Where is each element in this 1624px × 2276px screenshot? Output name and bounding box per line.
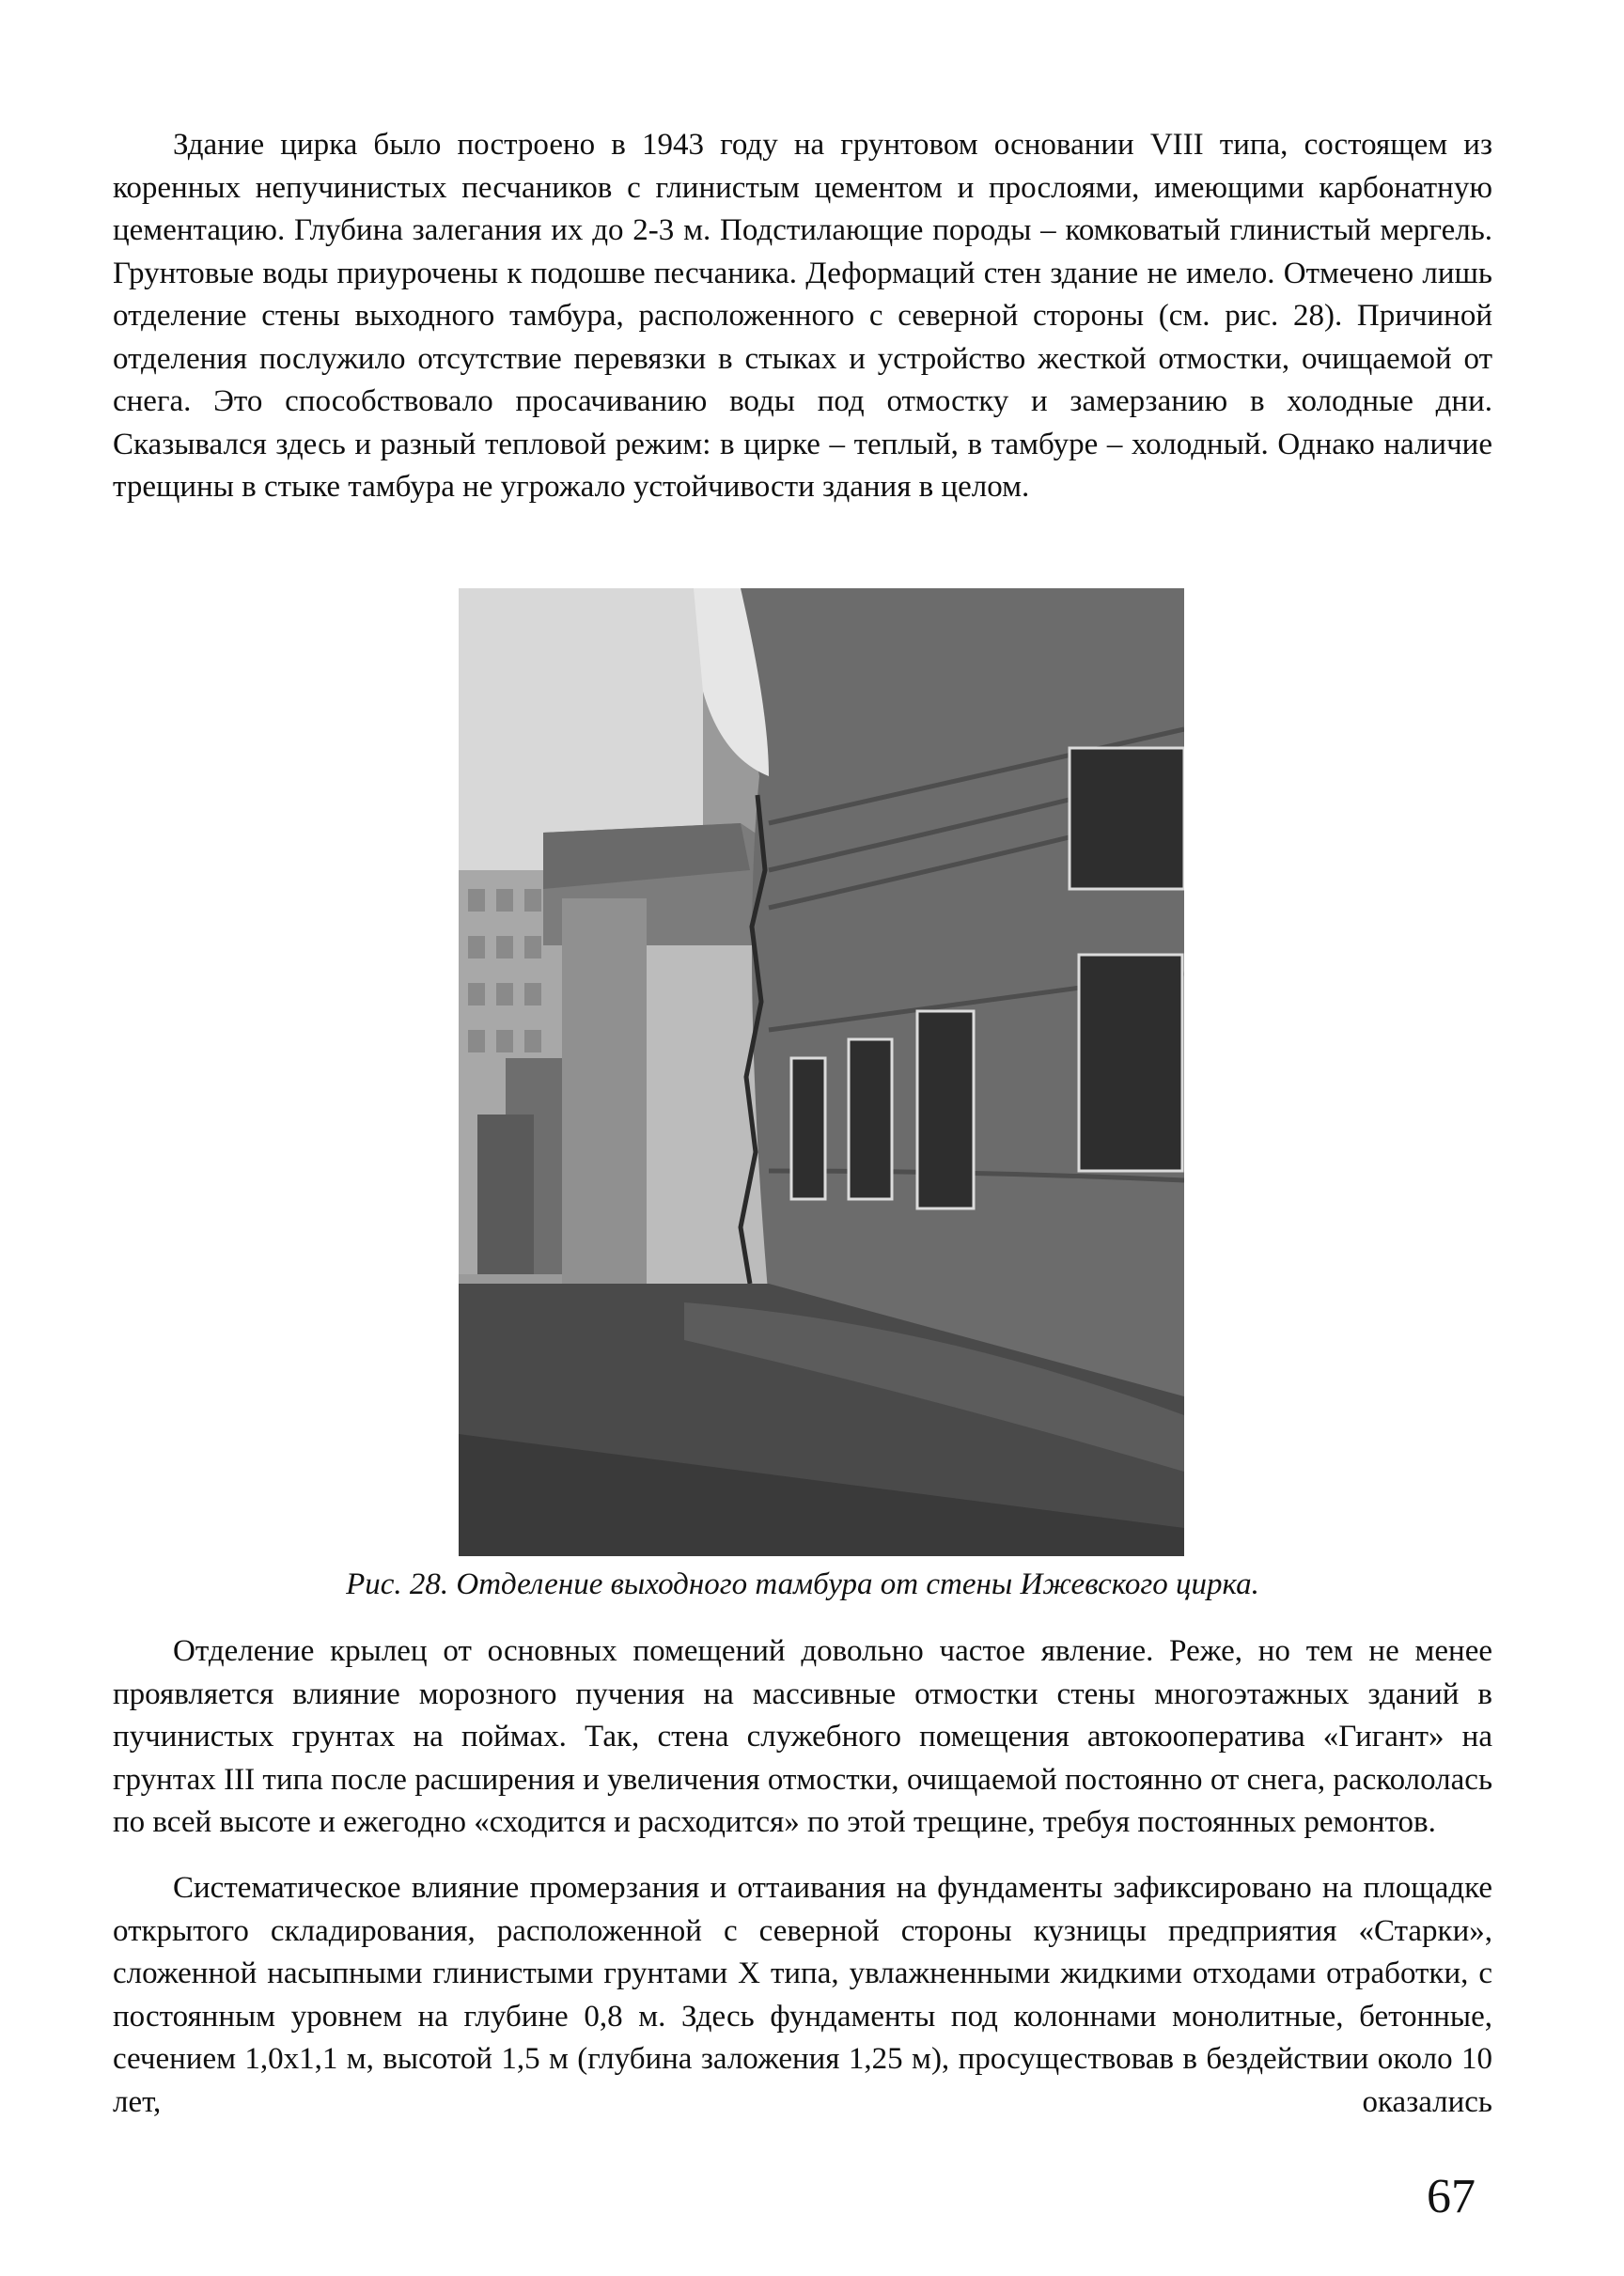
paragraph-3: Систематическое влияние промерзания и оттаивания на фундаменты зафиксировано на площадке открытого складирования, расположенной с северной стороны кузницы предприятия «Старки», сложенной насыпными глинистыми грунтами X типа, увлажненными жидкими отходами отработки, с постоянным уровнем на глубине 0,8 м. Здесь фундаменты под колоннами монолитные, бетонные, сечением 1,0x1,1 м, высотой 1,5 м (глубина заложения 1,25 м), просуществовав в бездействии около 10 лет, оказались — [113, 1871, 1492, 2119]
figure-photo-circus-wall — [459, 588, 1184, 1556]
photo-illustration — [459, 588, 1184, 1556]
figure-caption-label: Рис. 28. — [346, 1567, 449, 1601]
paragraph-1: Здание цирка было построено в 1943 году на грунтовом основании VIII типа, состоящем из коренных непучинистых песчаников с глинистым цементом и прослоями, имеющими карбонатную цементацию. Глубина залегания их до 2-3 м. Подстилающие породы – комковатый глинистый мергель. Грунтовые воды приурочены к подошве песчаника. Деформаций стен здание не имело. Отмечено лишь отделение стены выходного тамбура, расположенного с северной стороны (см. рис. 28). Причиной отделения послужило отсутствие перевязки в стыках и устройство жесткой отмостки, очищаемой от снега. Это способствовало просачиванию воды под отмостку и замерзанию в холодные дни. Сказывался здесь и разный тепловой режим: в цирке – теплый, в тамбуре – холодный. Однако наличие трещины в стыке тамбура не угрожало устойчивости здания в целом. — [113, 128, 1492, 504]
paragraph-2: Отделение крылец от основных помещений довольно частое явление. Реже, но тем не менее проявляется влияние морозного пучения на массивные отмостки стены многоэтажных зданий в пучинистых грунтах на поймах. Так, стена служебного помещения автокооператива «Гигант» на грунтах III типа после расширения и увеличения отмостки, очищаемой постоянно от снега, раскололась по всей высоте и ежегодно «сходится и расходится» по этой трещине, требуя постоянных ремонтов. — [113, 1634, 1492, 1839]
page-number: 67 — [1427, 2170, 1476, 2223]
figure-caption-text: Отделение выходного тамбура от стены Ижевского цирка. — [456, 1567, 1259, 1601]
figure-caption — [113, 1566, 1492, 1603]
